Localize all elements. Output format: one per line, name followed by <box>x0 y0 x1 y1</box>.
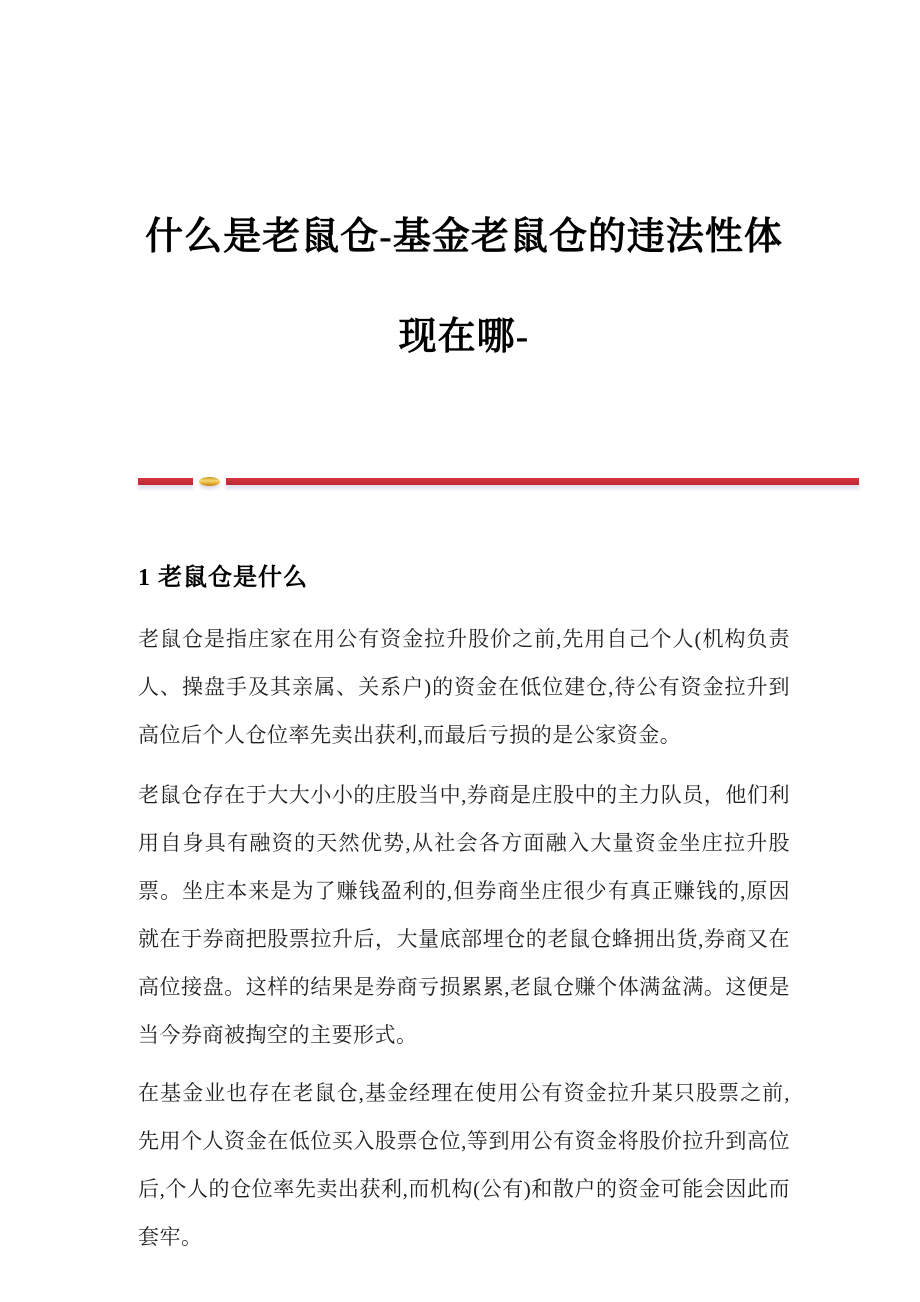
divider <box>138 477 859 486</box>
divider-ellipse-ornament-icon <box>199 477 220 486</box>
article-body <box>138 615 790 1261</box>
divider-line-left <box>138 478 193 485</box>
paragraph: 老鼠仓是指庄家在用公有资金拉升股价之前,先用自己个人(机构负责人、操盘手及其亲属、关系户)的资金在低位建仓,待公有资金拉升到高位后个人仓位率先卖出获利,而最后亏损的是公家资金。 <box>138 627 790 747</box>
paragraph: 在基金业也存在老鼠仓,基金经理在使用公有资金拉升某只股票之前,先用个人资金在低位买入股票仓位,等到用公有资金将股价拉升到高位后,个人的仓位率先卖出获利,而机构(公有)和散户的资金可能会因此而套牢。 <box>138 1081 790 1249</box>
document-title-line-2: 现在哪- <box>398 316 530 358</box>
document-title-line-1: 什么是老鼠仓-基金老鼠仓的违法性体 <box>145 216 783 258</box>
document-title <box>138 187 790 387</box>
divider-line-right <box>226 478 859 485</box>
section-heading: 1 老鼠仓是什么 <box>138 565 308 591</box>
paragraph: 老鼠仓存在于大大小小的庄股当中,券商是庄股中的主力队员，他们利用自身具有融资的天然优势,从社会各方面融入大量资金坐庄拉升股票。坐庄本来是为了赚钱盈利的,但券商坐庄很少有真正赚钱的,原因就在于券商把股票拉升后，大量底部埋仓的老鼠仓蜂拥出货,券商又在高位接盘。这样的结果是券商亏损累累,老鼠仓赚个体满盆满。这便是当今券商被掏空的主要形式。 <box>138 783 790 1047</box>
